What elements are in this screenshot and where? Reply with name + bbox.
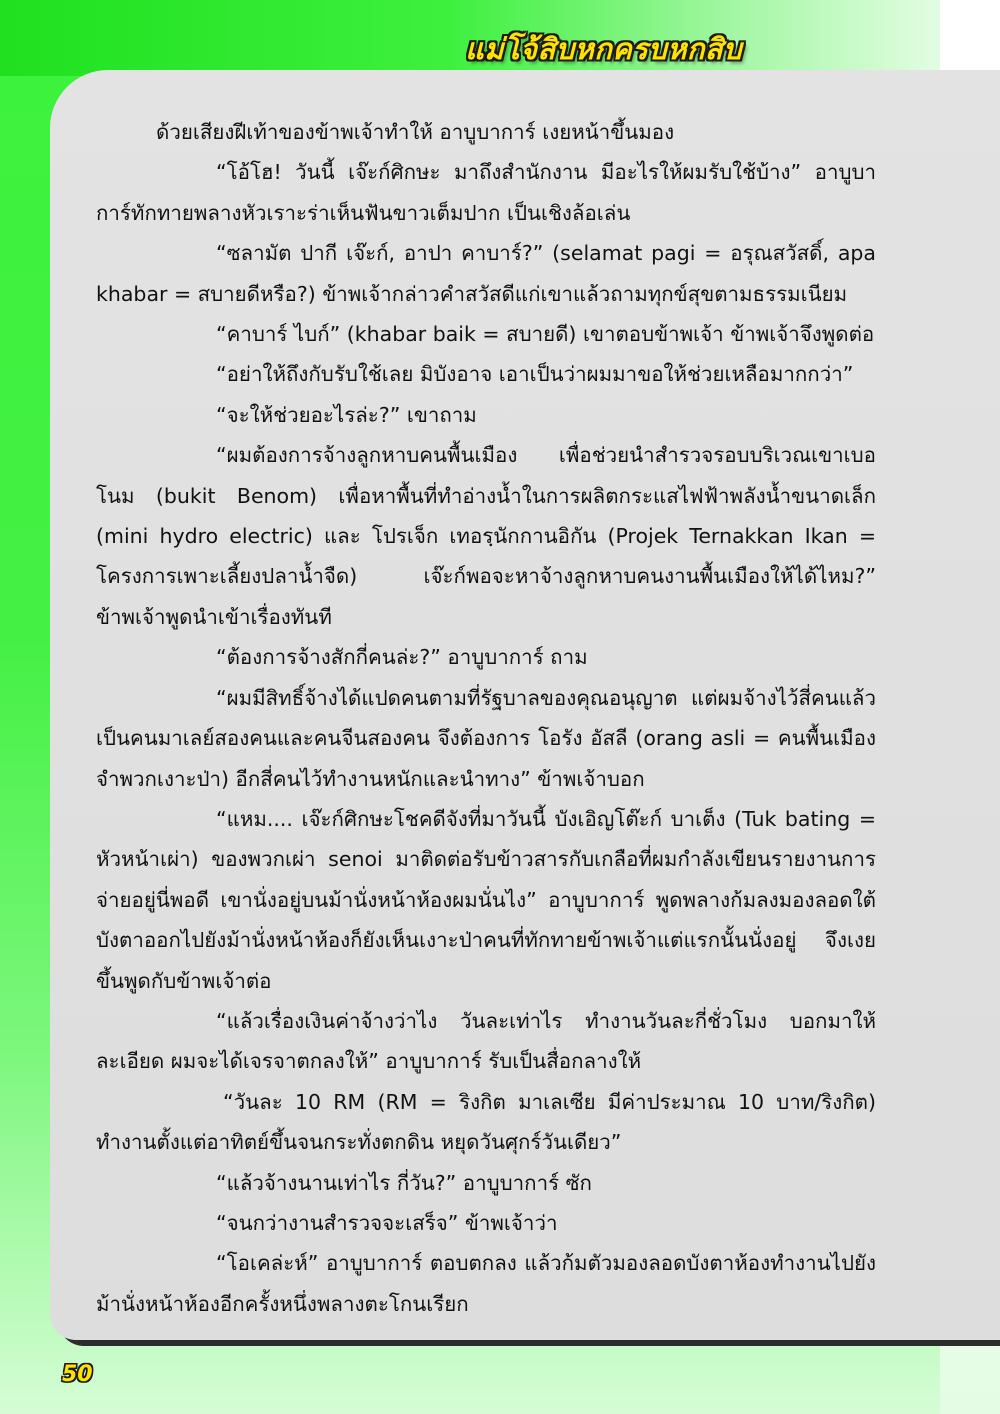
paragraph: “คาบาร์ ไบก์” (khabar baik = สบายดี) เขาตอบข้าพเจ้า ข้าพเจ้าจึงพูดต่อ [216, 322, 875, 347]
paragraph: “แหม.... เจ๊ะก์ศิกษะโชคดีจังที่มาวันนี้ บังเอิญโต๊ะก์ บาเต็ง (Tuk bating = หัวหน้าเผ่า) ของพวกเผ่า senoi มาติดต่อรับข้าวสารกับเกลือที่ผมกำลังเขียนรายงานการจ่ายอยู่นี่พอดี เขานั่งอยู่บนม้านั่งหน้าห้องผมนั่นไง” อาบูบาการ์ พูดพลางก้มลงมองลอดใต้บังตาออกไปยังม้านั่งหน้าห้องก็ยังเห็นเงาะป่าคนที่ทักทายข้าพเจ้าแต่แรกนั้นนั่งอยู่ จึงเงยขึ้นพูดกับข้าพเจ้าต่อ [96, 806, 876, 993]
paragraph: “จนกว่างานสำรวจจะเสร็จ” ข้าพเจ้าว่า [216, 1210, 558, 1235]
paragraph: “ผมต้องการจ้างลูกหาบคนพื้นเมือง เพื่อช่วยนำสำรวจรอบบริเวณเขาเบอโนม (bukit Benom) เพื่อหาพื้นที่ทำอ่างน้ำในการผลิตกระแสไฟฟ้าพลังน้ำขนาดเล็ก (mini hydro electric) และ โปรเจ็ก เทอรฺนักกานอิกัน (Projek Ternakkan Ikan = โครงการเพาะเลี้ยงปลาน้ำจืด) เจ๊ะก์พอจะหาจ้างลูกหาบคนงานพื้นเมืองให้ได้ไหม?” ข้าพเจ้าพูดนำเข้าเรื่องทันที [96, 443, 876, 629]
page-header-title: แม่โจ้สิบหกครบหกสิบ [465, 32, 742, 66]
paragraph: “โอ้โฮ! วันนี้ เจ๊ะก์ศิกษะ มาถึงสำนักงาน มีอะไรให้ผมรับใช้บ้าง” อาบูบาการ์ทักทายพลางหัวเราะร่าเห็นฟันขาวเต็มปาก เป็นเชิงล้อเล่น [96, 160, 876, 225]
paragraph: “แล้วเรื่องเงินค่าจ้างว่าไง วันละเท่าไร ทำงานวันละกี่ชั่วโมง บอกมาให้ละเอียด ผมจะได้เจรจาตกลงให้” อาบูบาการ์ รับเป็นสื่อกลางให้ [96, 1008, 876, 1074]
paragraph: “ผมมีสิทธิ์จ้างได้แปดคนตามที่รัฐบาลของคุณอนุญาต แต่ผมจ้างไว้สี่คนแล้ว เป็นคนมาเลย์สองคนและคนจีนสองคน จึงต้องการ โอรัง อัสลี (orang asli = คนพื้นเมือง จำพวกเงาะป่า) อีกสี่คนไว้ทำงานหนักและนำทาง” ข้าพเจ้าบอก [96, 685, 876, 791]
page-number: 50 [62, 1362, 93, 1387]
paragraph: “โอเคล่ะห์” อาบูบาการ์ ตอบตกลง แล้วก้มตัวมองลอดบังตาห้องทำงานไปยังม้านั่งหน้าห้องอีกครั้งหนึ่งพลางตะโกนเรียก [96, 1251, 876, 1316]
body-text [96, 112, 876, 1324]
paragraph: “ซลามัต ปากี เจ๊ะก์, อาปา คาบาร์?” (selamat pagi = อรุณสวัสดิ์, apa khabar = สบายดีหรือ?) ข้าพเจ้ากล่าวคำสวัสดีแก่เขาแล้วถามทุกข์สุขตามธรรมเนียม [96, 241, 876, 306]
paragraph: ด้วยเสียงฝีเท้าของข้าพเจ้าทำให้ อาบูบาการ์ เงยหน้าขึ้นมอง [156, 120, 675, 144]
paragraph: “ต้องการจ้างสักกี่คนล่ะ?” อาบูบาการ์ ถาม [216, 645, 588, 670]
paragraph: “อย่าให้ถึงกับรับใช้เลย มิบังอาจ เอาเป็นว่าผมมาขอให้ช่วยเหลือมากกว่า” [216, 362, 854, 387]
paragraph: “วันละ 10 RM (RM = ริงกิต มาเลเซีย มีค่าประมาณ 10 บาท/ริงกิต) ทำงานตั้งแต่อาทิตย์ขึ้นจนกระทั่งตกดิน หยุดวันศุกร์วันเดียว” [96, 1089, 876, 1155]
paragraph: “แล้วจ้างนานเท่าไร กี่วัน?” อาบูบาการ์ ซัก [216, 1170, 592, 1195]
paragraph: “จะให้ช่วยอะไรล่ะ?” เขาถาม [216, 402, 477, 427]
